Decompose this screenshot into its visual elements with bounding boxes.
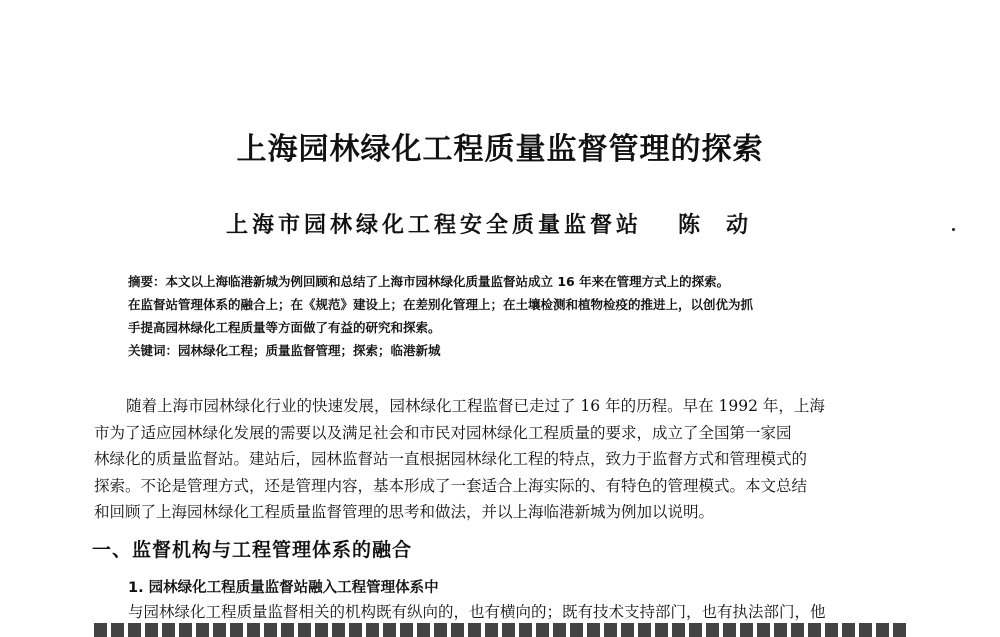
abstract-line: 手提高园林绿化工程质量等方面做了有益的研究和探索。 — [128, 320, 441, 335]
body-line: 和回顾了上海园林绿化工程质量监督管理的思考和做法，并以上海临港新城为例加以说明。 — [94, 503, 715, 521]
affiliation: 上海市园林绿化工程安全质量监督站 — [225, 212, 642, 238]
body-line: 探索。不论是管理方式，还是管理内容，基本形成了一套适合上海实际的、有特色的管理模式。本文总结 — [94, 476, 808, 495]
section-heading: 一、监督机构与工程管理体系的融合 — [92, 539, 413, 561]
body-line: 林绿化的质量监督站。建站后，园林监督站一直根据园林绿化工程的特点，致力于监督方式和管理模式的 — [94, 450, 808, 468]
body-line: 市为了适应园林绿化发展的需要以及满足社会和市民对园林绿化工程质量的要求，成立了全国第一家园 — [94, 423, 792, 442]
body-line: 与园林绿化工程质量监督相关的机构既有纵向的，也有横向的；既有技术支持部门，也有执法部门，他 — [128, 603, 826, 621]
intro-paragraph — [94, 393, 914, 526]
subsection-heading: 1. 园林绿化工程质量监督站融入工程管理体系中 — [128, 580, 439, 596]
paper-title: 上海园林绿化工程质量监督管理的探索 — [236, 132, 764, 167]
abstract-line: 摘要：本文以上海临港新城为例回顾和总结了上海市园林绿化质量监督站成立 16 年来在管理方式上的探索。 — [128, 274, 730, 289]
scan-speck — [952, 228, 955, 231]
keywords-line: 关键词：园林绿化工程；质量监督管理；探索；临港新城 — [128, 343, 441, 358]
body-line: 随着上海市园林绿化行业的快速发展，园林绿化工程监督已走过了 16 年的历程。早在 1992 年，上海 — [126, 397, 825, 415]
byline — [0, 208, 1000, 239]
abstract-block — [128, 270, 888, 362]
abstract-line: 在监督站管理体系的融合上；在《规范》建设上；在差别化管理上；在土壤检测和植物检疫的推进上，以创优为抓 — [128, 297, 754, 312]
cropped-text-line — [94, 623, 909, 637]
author-name: 陈动 — [678, 212, 775, 238]
